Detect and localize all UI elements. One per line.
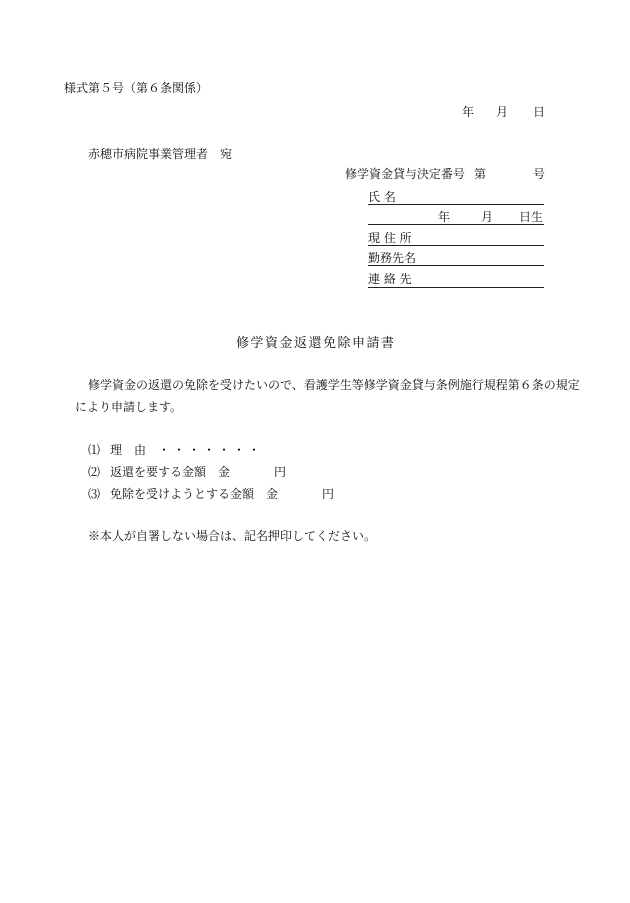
item-1-label: 理 由 [110, 443, 147, 457]
item-3-label: 免除を受けようとする金額 金 [110, 487, 279, 501]
address-field-line[interactable] [368, 245, 544, 246]
decision-number-go: 号 [533, 167, 546, 181]
decision-number-label: 修学資金貸与決定番号 [345, 167, 466, 181]
signature-note: ※本人が自署しない場合は、記名押印してください。 [88, 529, 377, 543]
birthdate-field-line[interactable] [368, 224, 544, 225]
body-line-1: 修学資金の返還の免除を受けたいので、看護学生等修学資金貸与条例施行規程第６条の規定 [88, 378, 580, 392]
name-field-line[interactable] [368, 204, 544, 205]
contact-field-line[interactable] [368, 287, 544, 288]
item-3-number: ⑶ [88, 487, 101, 501]
date-day: 日 [533, 105, 546, 119]
form-number: 様式第５号（第６条関係） [64, 81, 209, 95]
date-month: 月 [496, 105, 509, 119]
birth-year: 年 [438, 210, 451, 224]
item-1-number: ⑴ [88, 443, 101, 457]
item-2-unit: 円 [274, 465, 287, 479]
contact-label: 連 絡 先 [368, 272, 412, 286]
document-title: 修学資金返還免除申請書 [236, 336, 396, 351]
workplace-field-line[interactable] [368, 265, 544, 266]
address-label: 現 住 所 [368, 231, 412, 245]
workplace-label: 勤務先名 [368, 251, 417, 265]
date-year: 年 [462, 105, 475, 119]
name-label: 氏 名 [368, 190, 396, 204]
birth-month: 月 [481, 210, 494, 224]
item-2-number: ⑵ [88, 465, 101, 479]
decision-number-dai: 第 [474, 167, 487, 181]
birth-day: 日生 [519, 210, 544, 224]
item-3-unit: 円 [322, 487, 335, 501]
item-1-value: ・・・・・・・ [158, 443, 264, 457]
addressee: 赤穂市病院事業管理者 宛 [88, 147, 233, 161]
item-2-label: 返還を要する金額 金 [110, 465, 231, 479]
body-line-2: により申請します。 [75, 400, 183, 414]
